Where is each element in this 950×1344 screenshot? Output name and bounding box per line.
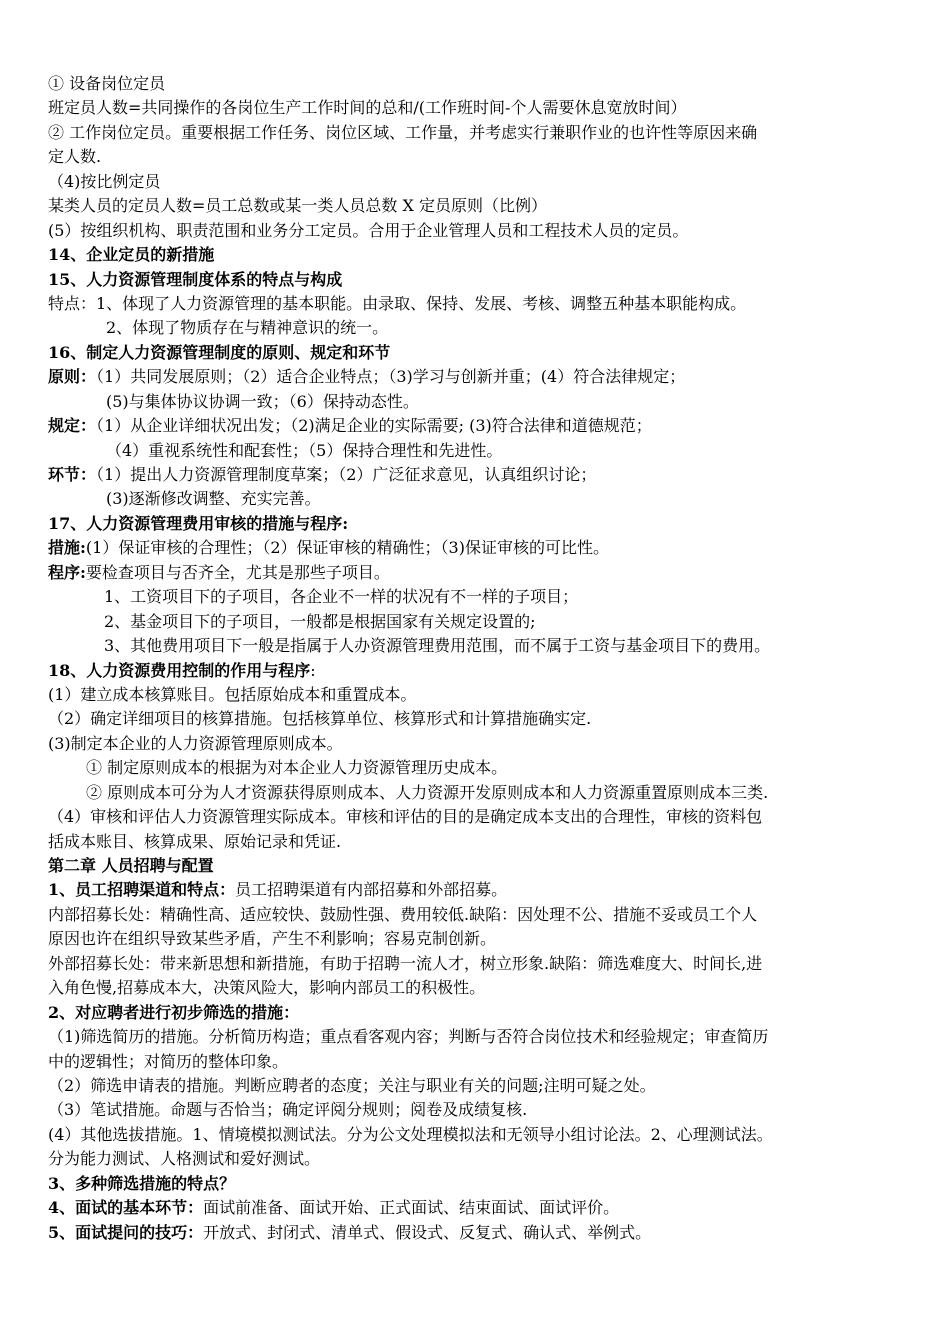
text-line: （3）笔试措施。命题与否恰当；确定评阅分规则；阅卷及成绩复核. xyxy=(48,1100,528,1120)
text-line: （4)按比例定员 xyxy=(48,171,161,191)
procedure-label: 程序: xyxy=(48,562,86,582)
procedure-text: 要检查项目与否齐全，尤其是那些子项目。 xyxy=(85,562,390,582)
section-heading: 1、员工招聘渠道和特点： xyxy=(48,880,236,900)
text-line: 分为能力测试、人格测试和爱好测试。 xyxy=(48,1149,321,1169)
text-line: (3)逐渐修改调整、充实完善。 xyxy=(106,489,321,509)
text-line: (4）其他选拔措施。1、情境模拟测试法。分为公文处理模拟法和无领导小组讨论法。2、心理测试法。 xyxy=(48,1124,773,1144)
text-line: （2）确定详细项目的核算措施。包括核算单位、核算形式和计算措施确实定. xyxy=(48,709,592,729)
section-heading: 3、多种筛选措施的特点？ xyxy=(48,1173,236,1193)
text-line: ① 制定原则成本的根据为对本企业人力资源管理历史成本。 xyxy=(86,758,508,778)
text-line: 班定员人数=共同操作的各岗位生产工作时间的总和/(工作班时间-个人需要休息宽放时间） xyxy=(48,98,687,118)
section-heading: 16、制定人力资源管理制度的原则、规定和环节 xyxy=(48,342,391,362)
text-line: (5)与集体协议协调一致；（6）保持动态性。 xyxy=(106,391,419,411)
text-line: ② 原则成本可分为人才资源获得原则成本、人力资源开发原则成本和人力资源重置原则成本三类. xyxy=(86,782,769,802)
principle-label: 原则： xyxy=(48,367,97,387)
section-heading: 15、人力资源管理制度体系的特点与构成 xyxy=(48,269,343,289)
heading-colon: : xyxy=(310,660,316,680)
text-line: （4）审核和评估人力资源管理实际成本。审核和评估的目的是确定成本支出的合理性，审核的资料包 xyxy=(48,807,763,827)
section-heading: 18、人力资源费用控制的作用与程序 xyxy=(48,660,311,680)
section-text: 开放式、封闭式、清单式、假设式、反复式、确认式、举例式。 xyxy=(203,1222,652,1242)
text-line: ① 设备岗位定员 xyxy=(48,74,166,93)
text-line: 3、其他费用项目下一般是指属于人办资源管理费用范围，而不属于工资与基金项目下的费用。 xyxy=(104,636,771,656)
chapter-heading: 第二章 人员招聘与配置 xyxy=(48,856,214,875)
section-heading-line xyxy=(48,659,906,683)
text-line: (1）建立成本核算账目。包括原始成本和重置成本。 xyxy=(48,684,417,704)
section-text: 员工招聘渠道有内部招募和外部招募。 xyxy=(235,880,508,900)
text-line: 某类人员的定员人数=员工总数或某一类人员总数 X 定员原则（比例） xyxy=(48,196,547,216)
section-heading-line xyxy=(48,1221,906,1245)
text-line: (5）按组织机构、职责范围和业务分工定员。合用于企业管理人员和工程技术人员的定员。 xyxy=(48,220,689,240)
document-body xyxy=(48,72,906,1245)
section-heading-line xyxy=(48,1196,906,1220)
rule-line xyxy=(48,414,906,438)
rule-text: （1）从企业详细状况出发；（2)满足企业的实际需要; (3)符合法律和道德规范； xyxy=(96,416,652,436)
text-line: 中的逻辑性；对简历的整体印象。 xyxy=(48,1051,289,1071)
principle-text: （1）共同发展原则；（2）适合企业特点；（3)学习与创新并重；(4）符合法律规定； xyxy=(96,367,686,387)
text-line: (3)制定本企业的人力资源管理原则成本。 xyxy=(48,733,343,753)
text-line: 外部招募长处：带来新思想和新措施，有助于招聘一流人才，树立形象.缺陷：筛选难度大、时间长,进 xyxy=(48,953,763,973)
section-text: 面试前准备、面试开始、正式面试、结束面试、面试评价。 xyxy=(203,1198,620,1218)
section-heading: 2、对应聘者进行初步筛选的措施： xyxy=(48,1002,300,1022)
text-line: （4）重视系统性和配套性；（5）保持合理性和先进性。 xyxy=(106,440,503,460)
text-line: （1)筛选简历的措施。分析简历构造；重点看客观内容；判断与否符合岗位技术和经验规定；审查简历 xyxy=(48,1027,769,1047)
step-label: 环节： xyxy=(48,465,97,484)
section-heading: 14、企业定员的新措施 xyxy=(48,245,215,265)
text-line: 定人数. xyxy=(48,147,102,167)
principle-line xyxy=(48,365,906,389)
text-line: 原因也许在组织导致某些矛盾，产生不利影响；容易克制创新。 xyxy=(48,929,497,949)
text-line: 2、基金项目下的子项目，一般都是根据国家有关规定设置的; xyxy=(104,611,536,631)
measure-text: (1）保证审核的合理性；（2）保证审核的精确性；（3)保证审核的可比性。 xyxy=(85,538,609,558)
text-line: 内部招募长处：精确性高、适应较快、鼓励性强、费用较低.缺陷：因处理不公、措施不妥或员工个人 xyxy=(48,904,758,924)
text-line: 2、体现了物质存在与精神意识的统一。 xyxy=(106,318,389,338)
step-line xyxy=(48,463,906,487)
text-line: 1、工资项目下的子项目，各企业不一样的状况有不一样的子项目； xyxy=(104,587,579,607)
procedure-line xyxy=(48,561,906,585)
text-line: （2）筛选申请表的措施。判断应聘者的态度；关注与职业有关的问题;注明可疑之处。 xyxy=(48,1075,656,1095)
text-line: 特点：1、体现了人力资源管理的基本职能。由录取、保持、发展、考核、调整五种基本职能构成。 xyxy=(48,293,747,313)
text-line: ② 工作岗位定员。重要根据工作任务、岗位区域、工作量，并考虑实行兼职作业的也许性等原因来确 xyxy=(48,122,758,142)
rule-label: 规定： xyxy=(48,416,97,436)
step-text: （1）提出人力资源管理制度草案；（2）广泛征求意见，认真组织讨论； xyxy=(96,465,597,484)
text-line: 入角色慢,招募成本大，决策风险大，影响内部员工的积极性。 xyxy=(48,978,486,998)
section-heading: 4、面试的基本环节： xyxy=(48,1198,204,1218)
section-heading: 17、人力资源管理费用审核的措施与程序: xyxy=(48,513,349,533)
measure-label: 措施: xyxy=(48,538,86,558)
text-line: 括成本账目、核算成果、原始记录和凭证. xyxy=(48,831,342,851)
section-heading-line xyxy=(48,878,906,902)
measure-line xyxy=(48,536,906,560)
section-heading: 5、面试提问的技巧： xyxy=(48,1222,204,1242)
